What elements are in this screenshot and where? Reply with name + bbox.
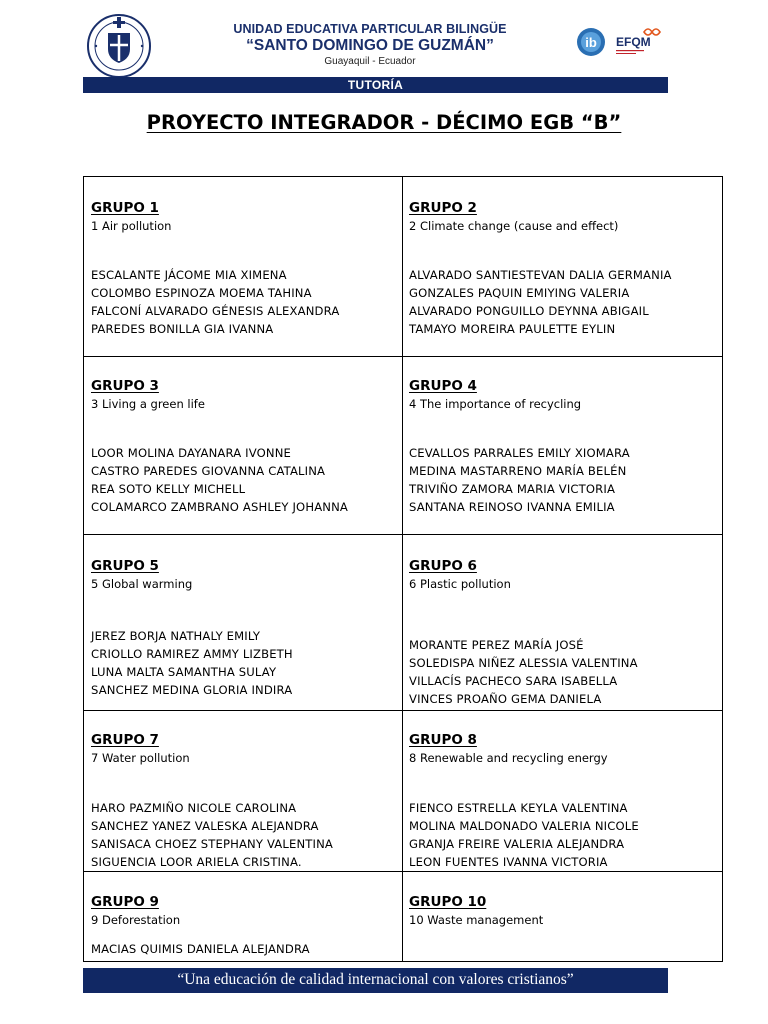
member-name: ALVARADO PONGUILLO DEYNNA ABIGAIL	[409, 304, 649, 318]
svg-text:ib: ib	[585, 35, 597, 50]
group-topic: 5 Global warming	[91, 577, 193, 591]
group-topic: 2 Climate change (cause and effect)	[409, 219, 619, 233]
table-row-divider	[84, 534, 722, 535]
member-name: CEVALLOS PARRALES EMILY XIOMARA	[409, 446, 630, 460]
group-members	[91, 444, 348, 516]
ib-logo-icon	[576, 27, 606, 57]
member-name: SOLEDISPA NIÑEZ ALESSIA VALENTINA	[409, 656, 638, 670]
group-cell	[84, 558, 402, 710]
efqm-logo-text: EFQM	[616, 35, 651, 49]
group-cell	[84, 894, 402, 961]
member-name: JEREZ BORJA NATHALY EMILY	[91, 629, 261, 643]
member-name: COLOMBO ESPINOZA MOEMA TAHINA	[91, 286, 312, 300]
group-topic: 10 Waste management	[409, 913, 544, 927]
group-title: GRUPO 10	[409, 894, 487, 910]
group-topic: 8 Renewable and recycling energy	[409, 751, 608, 765]
group-cell	[402, 558, 722, 710]
table-row-divider	[84, 710, 722, 711]
school-name: “SANTO DOMINGO DE GUZMÁN”	[246, 37, 494, 54]
member-name: TRIVIÑO ZAMORA MARIA VICTORIA	[409, 482, 616, 496]
member-name: SANTANA REINOSO IVANNA EMILIA	[409, 500, 615, 514]
group-members	[409, 799, 639, 871]
group-title: GRUPO 6	[409, 558, 477, 574]
group-topic: 7 Water pollution	[91, 751, 190, 765]
member-name: MACIAS QUIMIS DANIELA ALEJANDRA	[91, 942, 310, 956]
member-name: MEDINA MASTARRENO MARÍA BELÉN	[409, 464, 627, 478]
group-cell	[402, 732, 722, 871]
school-crest-icon	[86, 13, 152, 79]
group-title: GRUPO 5	[91, 558, 159, 574]
group-topic: 6 Plastic pollution	[409, 577, 511, 591]
table-row-divider	[84, 356, 722, 357]
member-name: SANISACA CHOEZ STEPHANY VALENTINA	[91, 837, 333, 851]
section-banner: TUTORÍA	[83, 77, 668, 93]
member-name: CRIOLLO RAMIREZ AMMY LIZBETH	[91, 647, 293, 661]
school-type: UNIDAD EDUCATIVA PARTICULAR BILINGÜE	[233, 22, 507, 36]
school-name-block	[200, 22, 540, 67]
group-topic: 1 Air pollution	[91, 219, 172, 233]
member-name: LEON FUENTES IVANNA VICTORIA	[409, 855, 608, 869]
member-name: CASTRO PAREDES GIOVANNA CATALINA	[91, 464, 326, 478]
member-name: ESCALANTE JÁCOME MIA XIMENA	[91, 268, 287, 282]
group-cell	[84, 378, 402, 534]
group-title: GRUPO 7	[91, 732, 159, 748]
group-members	[91, 627, 293, 699]
member-name: SANCHEZ MEDINA GLORIA INDIRA	[91, 683, 293, 697]
school-location: Guayaquil - Ecuador	[324, 56, 416, 67]
group-title: GRUPO 1	[91, 200, 159, 216]
group-topic: 4 The importance of recycling	[409, 397, 582, 411]
group-topic: 9 Deforestation	[91, 913, 181, 927]
member-name: GRANJA FREIRE VALERIA ALEJANDRA	[409, 837, 625, 851]
member-name: LOOR MOLINA DAYANARA IVONNE	[91, 446, 291, 460]
member-name: SANCHEZ YANEZ VALESKA ALEJANDRA	[91, 819, 319, 833]
group-title: GRUPO 2	[409, 200, 477, 216]
group-members	[91, 266, 339, 338]
member-name: MOLINA MALDONADO VALERIA NICOLE	[409, 819, 639, 833]
group-members	[91, 799, 333, 871]
group-title: GRUPO 3	[91, 378, 159, 394]
table-row-divider	[84, 871, 722, 872]
group-title: GRUPO 8	[409, 732, 477, 748]
document-header	[0, 0, 768, 96]
page-title: PROYECTO INTEGRADOR - DÉCIMO EGB “B”	[146, 111, 622, 134]
member-name: FIENCO ESTRELLA KEYLA VALENTINA	[409, 801, 628, 815]
group-cell	[84, 732, 402, 871]
group-members	[409, 636, 638, 708]
page-title-container	[0, 111, 768, 134]
groups-table	[83, 176, 723, 962]
member-name: ALVARADO SANTIESTEVAN DALIA GERMANIA	[409, 268, 672, 282]
group-title: GRUPO 9	[91, 894, 159, 910]
member-name: VINCES PROAÑO GEMA DANIELA	[409, 692, 602, 706]
member-name: SIGUENCIA LOOR ARIELA CRISTINA.	[91, 855, 302, 869]
member-name: MORANTE PEREZ MARÍA JOSÉ	[409, 638, 584, 652]
member-name: HARO PAZMIÑO NICOLE CAROLINA	[91, 801, 297, 815]
member-name: REA SOTO KELLY MICHELL	[91, 482, 246, 496]
group-cell	[402, 200, 722, 356]
member-name: VILLACÍS PACHECO SARA ISABELLA	[409, 674, 618, 688]
group-cell	[402, 894, 722, 961]
efqm-logo-icon	[612, 24, 668, 58]
member-name: COLAMARCO ZAMBRANO ASHLEY JOHANNA	[91, 500, 349, 514]
footer-motto: “Una educación de calidad internacional con valores cristianos”	[83, 968, 668, 993]
member-name: PAREDES BONILLA GIA IVANNA	[91, 322, 274, 336]
member-name: TAMAYO MOREIRA PAULETTE EYLIN	[409, 322, 616, 336]
member-name: GONZALES PAQUIN EMIYING VALERIA	[409, 286, 630, 300]
group-members	[409, 266, 672, 338]
group-title: GRUPO 4	[409, 378, 477, 394]
group-members	[91, 940, 310, 958]
group-topic: 3 Living a green life	[91, 397, 205, 411]
group-cell	[84, 200, 402, 356]
member-name: FALCONÍ ALVARADO GÉNESIS ALEXANDRA	[91, 304, 340, 318]
member-name: LUNA MALTA SAMANTHA SULAY	[91, 665, 277, 679]
group-cell	[402, 378, 722, 534]
group-members	[409, 444, 630, 516]
